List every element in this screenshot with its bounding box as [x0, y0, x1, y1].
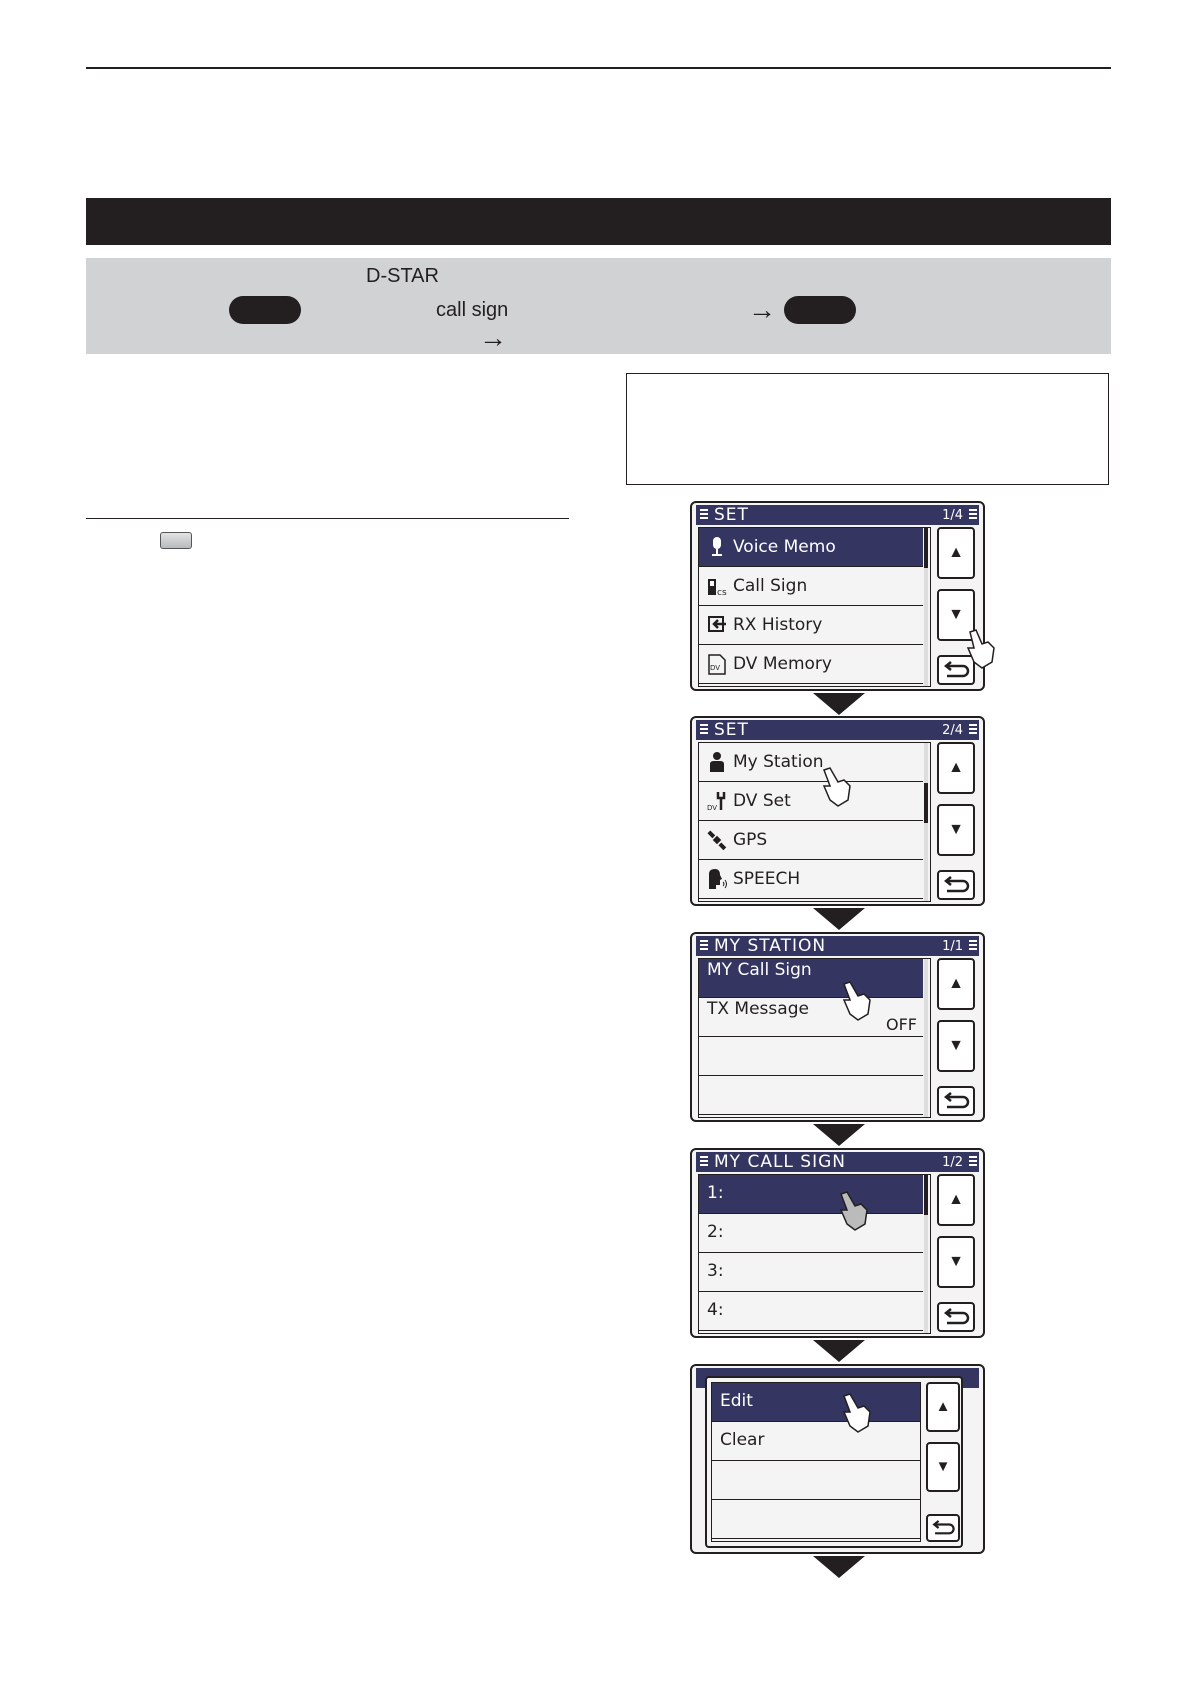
menu-item-empty: [699, 1037, 923, 1076]
menu-item-empty: [699, 1076, 923, 1115]
menu-item-label: My Station: [733, 752, 824, 772]
scroll-down-button[interactable]: ▼: [926, 1442, 960, 1492]
back-arrow-icon: [939, 1304, 973, 1330]
pointing-hand-icon: [835, 1190, 875, 1234]
menu-item-label: RX History: [733, 615, 823, 635]
menu-item-label: TX Message: [707, 999, 809, 1019]
menu-lines-icon: [969, 509, 977, 521]
page-indicator: 1/1: [942, 939, 963, 954]
scrollbar[interactable]: [924, 1175, 928, 1333]
page-indicator: 1/2: [942, 1155, 963, 1170]
menu-item-dv-memory[interactable]: [699, 645, 923, 684]
back-button[interactable]: [937, 870, 975, 900]
back-arrow-icon: [939, 872, 973, 898]
popup-item-label: Edit: [720, 1391, 753, 1411]
right-arrow-icon: →: [748, 294, 776, 325]
satellite-icon: [707, 829, 727, 851]
dstar-text: D-STAR: [366, 265, 439, 287]
microphone-icon: [707, 536, 727, 558]
call-sign-slot[interactable]: [699, 1253, 923, 1292]
menu-list: [698, 958, 931, 1118]
popup-list: [711, 1382, 921, 1542]
menu-item-value: OFF: [886, 1015, 917, 1034]
menu-item-label: SPEECH: [733, 869, 801, 889]
back-arrow-icon: [928, 1516, 958, 1540]
page-indicator: 2/4: [942, 723, 963, 738]
section-title-bar: [86, 198, 1111, 245]
scroll-down-button[interactable]: ▼: [937, 1020, 975, 1072]
top-rule: [86, 67, 1111, 69]
menu-item-label: Call Sign: [733, 576, 808, 596]
screen-header: [696, 720, 979, 740]
scroll-down-button[interactable]: ▼: [937, 1236, 975, 1288]
menu-item-my-call-sign[interactable]: [699, 959, 923, 998]
menu-list: [698, 742, 931, 902]
speech-icon: [707, 868, 727, 890]
svg-text:DV: DV: [710, 664, 721, 672]
note-box: [626, 373, 1109, 485]
menu-item-label: DV Set: [733, 791, 791, 811]
menu-item-call-sign[interactable]: [699, 567, 923, 606]
menu-item-dv-set[interactable]: [699, 782, 923, 821]
menu-item-gps[interactable]: [699, 821, 923, 860]
menu-list: [698, 527, 931, 687]
menu-lines-icon: [700, 509, 708, 521]
pointing-hand-icon: [962, 626, 1002, 670]
menu-item-my-station[interactable]: [699, 743, 923, 782]
flow-down-arrow-icon: [813, 1124, 865, 1146]
dv-set-icon: [707, 790, 727, 812]
svg-text:DV: DV: [707, 804, 718, 812]
scrollbar: [924, 959, 928, 1117]
flow-down-arrow-icon: [813, 1340, 865, 1362]
menu-item-voice-memo[interactable]: [699, 528, 923, 567]
flow-down-arrow-icon: [813, 693, 865, 715]
call-sign-text: call sign: [436, 299, 509, 321]
page-indicator: 1/4: [942, 508, 963, 523]
menu-item-speech[interactable]: [699, 860, 923, 899]
popup-item-empty: [712, 1500, 920, 1539]
menu-item-label: MY Call Sign: [707, 960, 812, 980]
scroll-up-button[interactable]: ▲: [937, 742, 975, 794]
screen-title: MY STATION: [714, 936, 827, 956]
slot-label: 3:: [707, 1261, 724, 1281]
menu-lines-icon: [969, 1156, 977, 1168]
svg-text:cs: cs: [717, 588, 727, 597]
screen-title: MY CALL SIGN: [714, 1152, 846, 1172]
screen-title: SET: [714, 505, 749, 525]
menu-lines-icon: [969, 940, 977, 952]
popup-item-edit[interactable]: [712, 1383, 920, 1422]
call-sign-slot[interactable]: [699, 1292, 923, 1331]
call-sign-icon: [707, 575, 727, 597]
screen-set-page1: [690, 501, 985, 691]
scroll-up-button[interactable]: ▲: [937, 958, 975, 1010]
call-sign-slot[interactable]: [699, 1175, 923, 1214]
screen-header: [696, 505, 979, 525]
menu-key-icon: [160, 532, 192, 549]
menu-item-label: GPS: [733, 830, 768, 850]
back-button[interactable]: [926, 1514, 960, 1542]
key-pill-right: [784, 296, 856, 324]
menu-lines-icon: [700, 940, 708, 952]
scroll-thumb[interactable]: [924, 528, 928, 568]
back-arrow-icon: [939, 1088, 973, 1114]
person-icon: [707, 751, 727, 773]
scroll-up-button[interactable]: ▲: [937, 527, 975, 579]
screen-set-page2: [690, 716, 985, 906]
step-rule: [86, 518, 569, 519]
slot-label: 1:: [707, 1183, 724, 1203]
screen-header: [696, 936, 979, 956]
scroll-thumb[interactable]: [924, 1175, 928, 1215]
popup-item-empty: [712, 1461, 920, 1500]
menu-list: [698, 1174, 931, 1334]
menu-lines-icon: [700, 1156, 708, 1168]
instruction-band: [86, 258, 1111, 354]
rx-history-icon: [707, 614, 727, 636]
key-pill-left: [229, 296, 301, 324]
pointing-hand-icon: [838, 980, 878, 1024]
pointing-hand-icon: [838, 1392, 878, 1436]
popup-menu: [705, 1376, 963, 1548]
menu-item-label: Voice Memo: [733, 537, 836, 557]
call-sign-slot[interactable]: [699, 1214, 923, 1253]
back-button[interactable]: [937, 1086, 975, 1116]
menu-item-tx-message[interactable]: [699, 998, 923, 1037]
back-button[interactable]: [937, 1302, 975, 1332]
pointing-hand-icon: [818, 766, 858, 810]
menu-lines-icon: [700, 724, 708, 736]
scroll-up-button[interactable]: ▲: [926, 1382, 960, 1432]
slot-label: 2:: [707, 1222, 724, 1242]
scroll-down-button[interactable]: ▼: [937, 804, 975, 856]
screen-my-call-sign: [690, 1148, 985, 1338]
screen-title: SET: [714, 720, 749, 740]
scrollbar[interactable]: [924, 743, 928, 901]
popup-item-label: Clear: [720, 1430, 765, 1450]
menu-item-label: DV Memory: [733, 654, 832, 674]
flow-down-arrow-icon: [813, 908, 865, 930]
screen-my-station: [690, 932, 985, 1122]
right-arrow-icon: →: [479, 322, 507, 353]
dv-memory-icon: [707, 653, 727, 675]
menu-item-rx-history[interactable]: [699, 606, 923, 645]
popup-item-clear[interactable]: [712, 1422, 920, 1461]
screen-header: [696, 1152, 979, 1172]
slot-label: 4:: [707, 1300, 724, 1320]
flow-down-arrow-icon: [813, 1556, 865, 1578]
scroll-up-button[interactable]: ▲: [937, 1174, 975, 1226]
scrollbar[interactable]: [924, 528, 928, 686]
menu-lines-icon: [969, 724, 977, 736]
scroll-down-button[interactable]: ▼: [937, 589, 975, 641]
scroll-thumb[interactable]: [924, 783, 928, 823]
